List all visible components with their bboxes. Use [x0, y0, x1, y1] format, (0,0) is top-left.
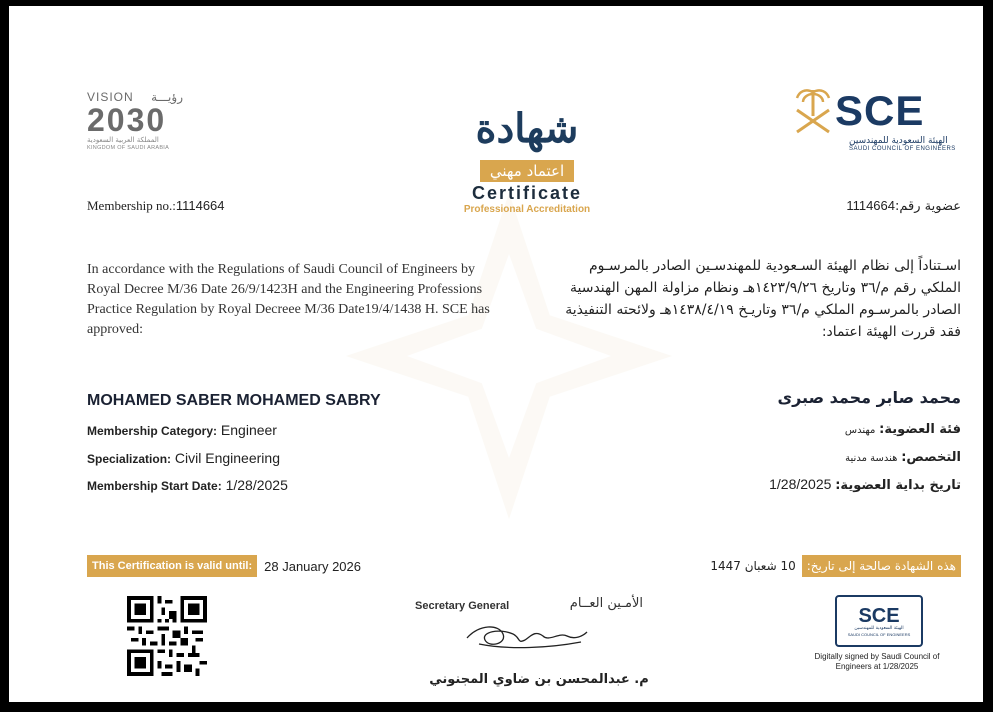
membership-number-ar: [846, 198, 961, 214]
validity-en: [87, 555, 361, 577]
stamp-name-en: SAUDI COUNCIL OF ENGINEERS: [847, 631, 911, 637]
intro-paragraph-en: In accordance with the Regulations of Saudi Council of Engineers by Royal Decree M/36 Date 26/9/1423H and the Engineering Professions Practice Regulation by Royal Decreee M/36 Date19/4/1438 H. SCE has approved:: [87, 262, 490, 337]
field-start-date-en: [87, 477, 288, 493]
field-specialization-ar: [845, 450, 961, 465]
signature-block: [409, 596, 649, 696]
sce-mark: SCE: [835, 87, 925, 134]
vision-2030-logo: [87, 90, 207, 151]
sce-palm-swords-emblem: [791, 86, 835, 136]
digital-signature-note: Digitally signed by Saudi Council of Engineers at 1/28/2025: [814, 652, 940, 671]
certificate-subtitle-en: Professional Accreditation: [463, 204, 591, 215]
field-start-date-ar: [769, 476, 961, 493]
membership-number-en: [87, 198, 225, 214]
secretary-general-ar: الأمـين العــام: [569, 596, 643, 611]
field-value: Engineer: [220, 422, 277, 438]
stamp-name-ar: الهيئة السعودية للمهندسين: [854, 625, 904, 631]
field-category-en: [87, 422, 277, 438]
sce-name-en: SAUDI COUNCIL OF ENGINEERS: [849, 146, 956, 152]
validity-label-en: This Certification is valid until:: [87, 555, 257, 577]
background-watermark: [339, 186, 679, 526]
field-label: Membership Category:: [87, 424, 218, 438]
field-label: تاريخ بداية العضوية:: [835, 478, 961, 493]
field-value: مهندس: [844, 425, 876, 436]
sce-digital-stamp: [835, 595, 923, 647]
vision-country-en: KINGDOM OF SAUDI ARABIA: [87, 145, 170, 151]
holder-name-en: MOHAMED SABER MOHAMED SABRY: [87, 392, 381, 409]
stamp-mark: SCE: [858, 604, 900, 627]
validity-ar: [710, 555, 961, 577]
holder-name-ar: محمد صابر محمد صبرى: [777, 388, 961, 407]
membership-label-ar: عضوية رقم:: [895, 199, 961, 214]
signature-mark: [459, 614, 589, 654]
vision-year: 2030: [87, 102, 167, 138]
secretary-general-en: Secretary General: [415, 600, 510, 612]
sce-name-ar: الهيئة السعودية للمهندسين: [849, 136, 948, 146]
validity-date-ar: 10 شعبان 1447: [710, 559, 796, 573]
validity-label-ar: هذه الشهادة صالحة إلى تاريخ:: [802, 555, 961, 577]
certificate-title-en: Certificate: [471, 183, 583, 203]
field-label: التخصص:: [901, 450, 961, 465]
field-category-ar: [845, 422, 961, 437]
vision-latin: VISION: [87, 90, 134, 104]
field-value: 1/28/2025: [225, 477, 288, 493]
field-value: Civil Engineering: [174, 450, 280, 466]
qr-code-icon[interactable]: [127, 596, 207, 676]
field-specialization-en: [87, 450, 280, 466]
field-value: 1/28/2025: [769, 476, 832, 492]
sce-logo: [791, 86, 981, 152]
secretary-general-name: م. عبدالمحسن بن ضاوي المجنوني: [429, 672, 649, 687]
intro-paragraph-ar: اسـتناداً إلى نظام الهيئة السـعودية للمهندسـين الصادر بالمرسـوم الملكي رقم م/٣٦ وتاريخ ١٤٢٣/٩/٢٦هـ ونظام مزاولة المهن الهندسية الصادر بالمرسـوم الملكي م/٣٦ وتاريـخ ١٤٣٨/٤/١٩هـ ولائحته التنفيذية فقد قررت الهيئة اعتماد:: [565, 258, 961, 340]
accreditation-banner-ar: اعتماد مهني: [480, 160, 574, 182]
field-label: فئة العضوية:: [879, 422, 961, 437]
membership-value-en: 1114664: [175, 198, 225, 213]
vision-arabic: رؤيـــة: [151, 90, 183, 104]
vision-country-ar: المملكة العربية السعودية: [87, 136, 159, 144]
field-label: Specialization:: [87, 452, 172, 466]
certificate-logo: [439, 98, 615, 215]
certificate: [9, 6, 983, 702]
validity-date-en: 28 January 2026: [264, 558, 361, 574]
field-value: هندسة مدنية: [845, 453, 898, 464]
membership-value-ar: 1114664: [846, 198, 895, 213]
field-label: Membership Start Date:: [87, 479, 222, 493]
membership-label-en: Membership no.:: [87, 198, 176, 213]
certificate-title-ar: شهادة: [475, 105, 579, 152]
